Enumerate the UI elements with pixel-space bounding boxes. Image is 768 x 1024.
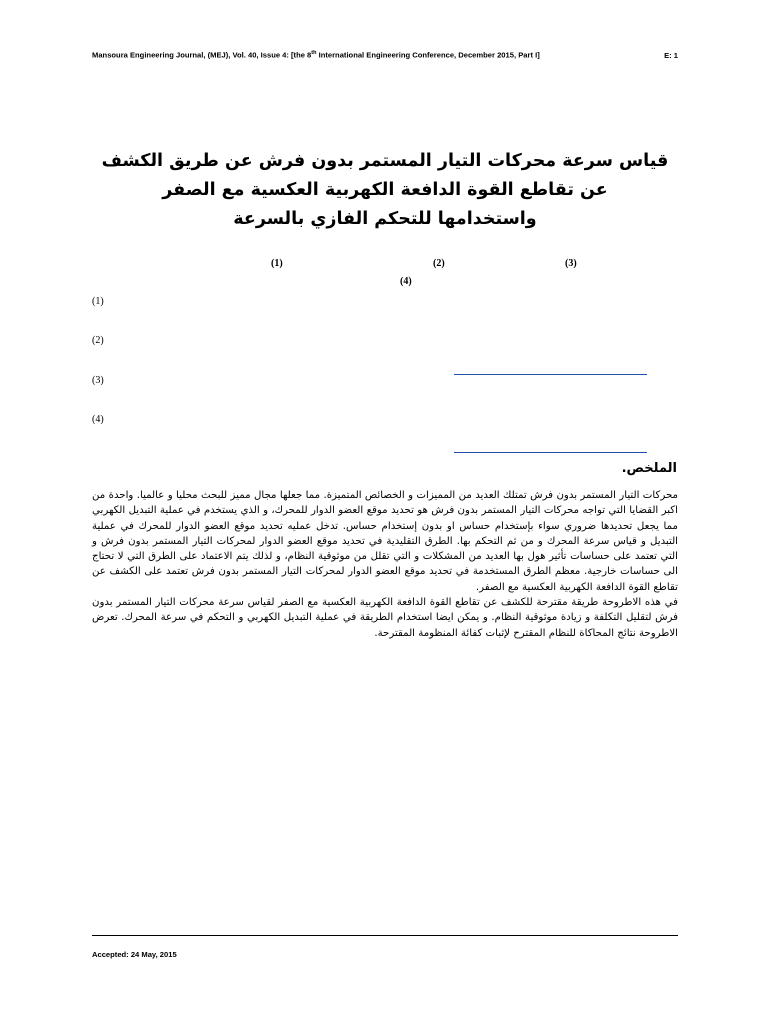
- title-line-3: واستخدامها للتحكم الفازي بالسرعة: [233, 209, 537, 229]
- affiliation-1: (1): [92, 296, 104, 307]
- journal-header: [92, 50, 678, 60]
- affiliation-3-email-link[interactable]: [454, 374, 647, 375]
- author-marker-3: (3): [565, 258, 577, 269]
- abstract-body: [92, 488, 678, 641]
- accepted-date: Accepted: 24 May, 2015: [92, 950, 177, 959]
- abstract-paragraph-1: محركات التيار المستمر بدون فرش تمتلك العديد من المميزات و الخصائص المتميزة. مما جعلها مجال مميز للبحث محليا و عالميا. واحدة من اكبر القضايا التي تواجه محركات التيار المستمر بدون فرش هو تحديد موقع العضو الدوار للمحرك، و الذي يستخدم في عملية التبديل الكهربي مما يجعل تحديدها ضروري سواء بإستخدام حساس او بدون إستخدام حساس. تدخل عمليه تحديد موقع العضو الدوار للمحرك في عملية التبديل و قياس سرعة المحرك و من ثم التحكم بها. الطرق التقليدية في تحديد موقع العضو الدوار لمحركات التيار المستمر بدون فرش و التي تعتمد على حساسات تأثير هول بها العديد من المشكلات و التي تقلل من موثوقية النظام، و لذلك يتم الاعتماد على الطرق التي لا تحتاج الى حساسات خارجية. معظم الطرق المستخدمة في تحديد موقع العضو الدوار لمحركات التيار المستمر بدون فرش تعتمد على الكشف عن تقاطع القوة الدافعة الكهربية العكسية مع الصفر.: [92, 490, 678, 593]
- footer-divider: [92, 935, 678, 936]
- title-line-2: عن تقاطع القوة الدافعة الكهربية العكسية مع الصفر: [162, 180, 608, 200]
- journal-citation: Mansoura Engineering Journal, (MEJ), Vol. 40, Issue 4: [the 8th International Engineering Conference, December 2015, Part I]: [92, 50, 540, 60]
- author-marker-4: (4): [400, 276, 412, 287]
- title-line-1: قياس سرعة محركات التيار المستمر بدون فرش عن طريق الكشف: [101, 151, 669, 171]
- affiliation-3: (3): [92, 375, 104, 386]
- author-marker-2: (2): [433, 258, 445, 269]
- page-reference: E: 1: [664, 50, 678, 60]
- author-marker-1: (1): [271, 258, 283, 269]
- affiliation-4: (4): [92, 414, 104, 425]
- abstract-paragraph-2: في هذه الاطروحة طريقة مقترحة للكشف عن تقاطع القوة الدافعة الكهربية العكسية مع الصفر لقياس سرعة محركات التيار المستمر بدون فرش لتقليل التكلفة و زيادة موثوقية النظام. و يمكن ايضا استخدام الطريقة في عملية التبديل الكهربي و التحكم في سرعة المحرك. تعرض الاطروحة نتائج المحاكاة للنظام المقترح لإثبات كفائة المنظومة المقترحة.: [92, 597, 678, 639]
- affiliation-2: (2): [92, 335, 104, 346]
- paper-title: [92, 147, 678, 234]
- abstract-heading: الملخص.: [621, 461, 677, 476]
- affiliation-4-email-link[interactable]: [454, 452, 647, 453]
